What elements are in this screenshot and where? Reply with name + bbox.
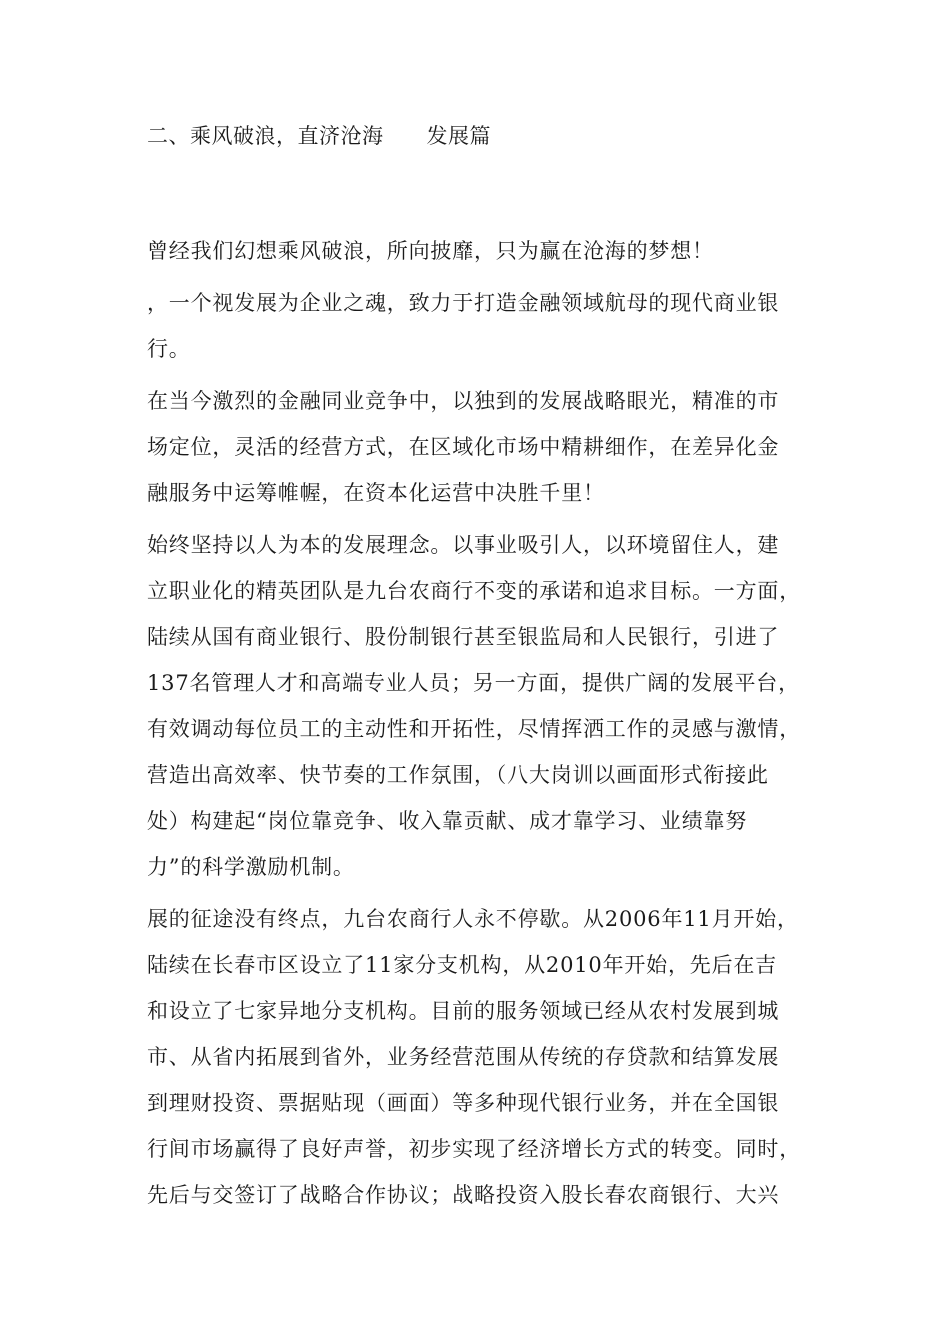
text-line: 有效调动每位员工的主动性和开拓性，尽情挥洒工作的灵感与激情， (147, 717, 801, 741)
text-line: 到理财投资、票据贴现（画面）等多种现代银行业务，并在全国银 (147, 1091, 780, 1115)
text-line: 和设立了七家异地分支机构。目前的服务领域已经从农村发展到城 (147, 999, 780, 1023)
paragraph-5 (147, 896, 807, 1218)
text-line: 展的征途没有终点，九台农商行人永不停歇。从2006年11月开始， (147, 907, 799, 931)
text-line: 处）构建起“岗位靠竞争、收入靠贡献、成才靠学习、业绩靠努 (147, 809, 748, 833)
text-line: 先后与交签订了战略合作协议；战略投资入股长春农商银行、大兴 (147, 1183, 780, 1207)
paragraph-2 (147, 280, 807, 372)
section-heading: 二、乘风破浪，直济沧海 发展篇 (147, 124, 492, 148)
text-line: 曾经我们幻想乘风破浪，所向披靡，只为赢在沧海的梦想！ (147, 239, 714, 263)
paragraph-1 (147, 228, 807, 274)
text-line: 力”的科学激励机制。 (147, 855, 355, 879)
text-line: 立职业化的精英团队是九台农商行不变的承诺和追求目标。一方面， (147, 579, 801, 603)
text-line: 融服务中运筹帷幄，在资本化运营中决胜千里！ (147, 481, 605, 505)
text-line: 市、从省内拓展到省外，业务经营范围从传统的存贷款和结算发展 (147, 1045, 780, 1069)
text-line: 始终坚持以人为本的发展理念。以事业吸引人，以环境留住人，建 (147, 533, 780, 557)
document-body (147, 228, 807, 1218)
text-line: 场定位，灵活的经营方式，在区域化市场中精耕细作，在差异化金 (147, 435, 780, 459)
text-line: 137名管理人才和高端专业人员；另一方面，提供广阔的发展平台， (147, 671, 800, 695)
text-line: 陆续在长春市区设立了11家分支机构，从2010年开始，先后在吉 (147, 953, 777, 977)
text-line: 陆续从国有商业银行、股份制银行甚至银监局和人民银行，引进了 (147, 625, 780, 649)
text-line: ，一个视发展为企业之魂，致力于打造金融领域航母的现代商业银 (147, 291, 780, 315)
text-line: 营造出高效率、快节奏的工作氛围，（八大岗训以画面形式衔接此 (147, 763, 769, 787)
text-line: 行间市场赢得了良好声誉，初步实现了经济增长方式的转变。同时， (147, 1137, 801, 1161)
paragraph-3 (147, 378, 807, 516)
text-line: 行。 (147, 337, 191, 361)
paragraph-4 (147, 522, 807, 890)
text-line: 在当今激烈的金融同业竞争中，以独到的发展战略眼光，精准的市 (147, 389, 780, 413)
